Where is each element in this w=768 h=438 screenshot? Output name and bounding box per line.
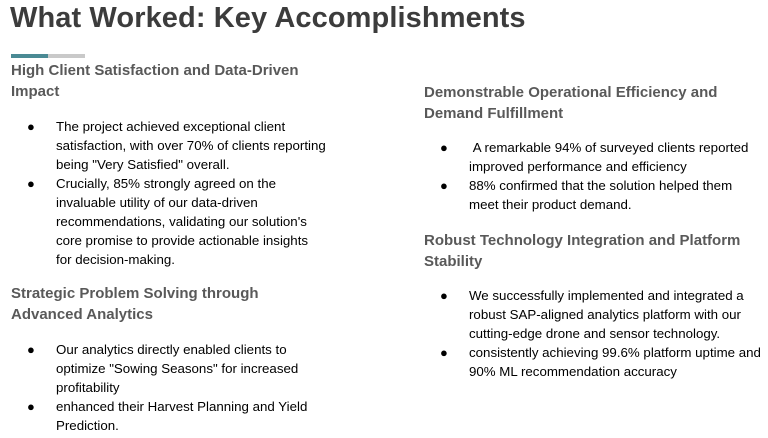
- bullet-icon: ●: [440, 140, 448, 155]
- list-item-text: A remarkable 94% of surveyed clients reported improved performance and efficiency: [469, 140, 753, 174]
- technology-integration-list: [440, 286, 765, 381]
- client-satisfaction-list: [27, 117, 327, 269]
- strategic-problem-solving-list: [27, 340, 327, 435]
- list-item-text: 88% confirmed that the solution helped them meet their product demand.: [469, 178, 733, 212]
- list-item-text: consistently achieving 99.6% platform uptime and 90% ML recommendation accuracy: [469, 345, 761, 379]
- bullet-icon: ●: [440, 288, 448, 303]
- slide-title: What Worked: Key Accomplishments: [10, 2, 526, 34]
- list-item: [440, 176, 765, 214]
- bullet-icon: ●: [27, 399, 35, 414]
- operational-efficiency-list: [440, 138, 765, 214]
- list-item: [27, 117, 327, 174]
- bullet-icon: ●: [27, 342, 35, 357]
- list-item-text: The project achieved exceptional client satisfaction, with over 70% of clients reporting being "Very Satisfied" overall.: [56, 119, 326, 172]
- list-item: [440, 343, 765, 381]
- list-item: [27, 174, 327, 269]
- list-item: [440, 138, 765, 176]
- bullet-icon: ●: [440, 178, 448, 193]
- section-heading-operational-efficiency: Demonstrable Operational Efficiency and Demand Fulfillment: [424, 84, 718, 122]
- list-item-text: Our analytics directly enabled clients to optimize "Sowing Seasons" for increased profitability: [56, 342, 299, 395]
- list-item: [27, 397, 327, 435]
- list-item-text: enhanced their Harvest Planning and Yield Prediction.: [56, 399, 308, 433]
- section-heading-client-satisfaction: High Client Satisfaction and Data-Driven Impact: [11, 62, 299, 100]
- title-accent-bar: [11, 54, 85, 58]
- bullet-icon: ●: [27, 119, 35, 134]
- list-item: [440, 286, 765, 343]
- bullet-icon: ●: [440, 345, 448, 360]
- section-heading-technology-integration: Robust Technology Integration and Platform Stability: [424, 232, 741, 270]
- bullet-icon: ●: [27, 176, 35, 191]
- section-heading-strategic-problem-solving: Strategic Problem Solving through Advanced Analytics: [11, 285, 259, 323]
- list-item-text: We successfully implemented and integrated a robust SAP-aligned analytics platform with our cutting-edge drone and sensor technology.: [469, 288, 744, 341]
- list-item-text: Crucially, 85% strongly agreed on the invaluable utility of our data-driven recommendations, validating our solution's core promise to provide actionable insights for decision-making.: [56, 176, 309, 267]
- list-item: [27, 340, 327, 397]
- accent-bar-grey: [48, 54, 85, 58]
- accent-bar-teal: [11, 54, 48, 58]
